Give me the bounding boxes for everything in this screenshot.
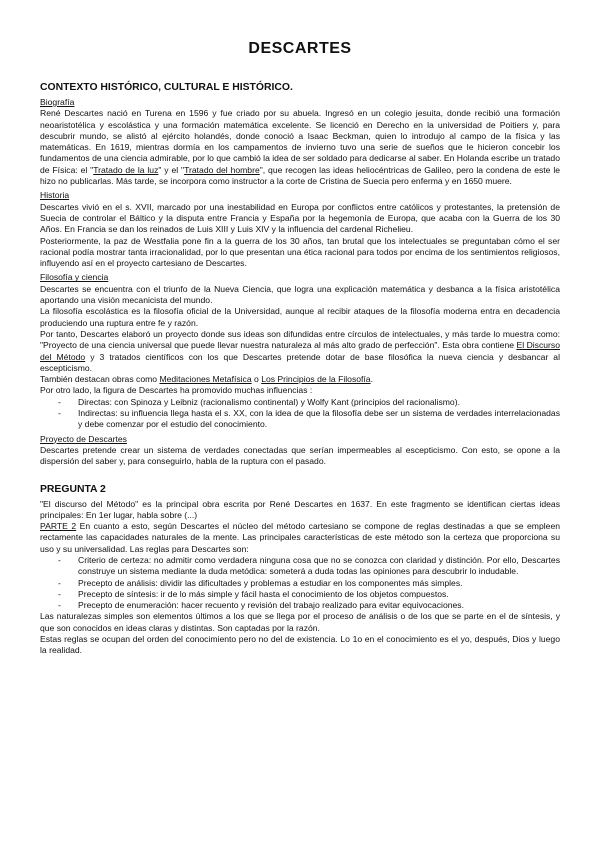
- pregunta2-paragraph-1: "El discurso del Método" es la principal obra escrita por René Descartes en 1637. En este fragmento se identifican ciertas ideas principales: En 1er lugar, habla sobre (...): [40, 498, 560, 520]
- biografia-text-2: " y el ": [158, 164, 185, 175]
- list-item: - Precepto de síntesis: ir de lo más simple y fácil hasta el conocimiento de los objetos compuestos.: [40, 589, 560, 600]
- filosofia-p3-text-a: Por tanto, Descartes elaboró un proyecto donde sus ideas son difundidas entre círculos de intelectuales, y más tarde lo muestra como: "Proyecto de una ciencia universal que puede llevar nuestra naturaleza al más alto grado de perfección". Esta obra contiene: [40, 328, 560, 351]
- pregunta2-paragraph-4: Estas reglas se ocupan del orden del conocimiento pero no del de existencia. Lo 1o en el conocimiento es el yo, después, Dios y luego la realidad.: [40, 634, 560, 656]
- filosofia-p4-text-a: También destacan obras como: [40, 374, 160, 385]
- list-item: - Indirectas: su influencia llega hasta el s. XX, con la idea de que la filosofía debe ser un sistema de verdades interrelacionadas y debe comenzar por el estudio del conocimiento.: [40, 408, 560, 431]
- pregunta2-heading: PREGUNTA 2: [40, 483, 106, 495]
- pregunta2-paragraph-2: [40, 521, 560, 555]
- discurso-metodo-title: El Discurso del Método: [40, 340, 560, 362]
- list-item: - Precepto de enumeración: hacer recuento y revisión del trabajo realizado para evitar equivocaciones.: [40, 600, 560, 611]
- filosofia-paragraph-2: La filosofía escolástica es la filosofía oficial de la Universidad, aunque al recibir ataques de la filosofía moderna entra en decadencia produciendo una ruptura entre fe y razón.: [40, 306, 560, 328]
- filosofia-p4-text-c: .: [370, 374, 373, 385]
- rules-list: [40, 555, 560, 611]
- tratado-luz-title: Tratado de la luz: [93, 164, 159, 175]
- filosofia-p3-text-b: y 3 tratados científicos con los que Descartes pretende dotar de base filosófica la nueva ciencia y desbancar al escepticismo.: [40, 351, 560, 373]
- historia-paragraph-2: Posteriormente, la paz de Westfalia pone fin a la guerra de los 30 años, tan brutal que los intelectuales se preguntaban cómo el ser racional podía mostrar tanta irracionalidad, por lo que presentan una ética racional para todos por encima de los sentimientos religiosos, influyendo así en el proyecto cartesiano de Descartes.: [40, 235, 560, 269]
- filosofia-paragraph-1: Descartes se encuentra con el triunfo de la Nueva Ciencia, que logra una explicación matemática y desbanca a la física aristotélica aportando una visión mecanicista del mundo.: [40, 283, 560, 306]
- parte2-label: PARTE 2: [40, 521, 77, 532]
- filosofia-heading: Filosofía y ciencia: [40, 272, 109, 283]
- document-body: [40, 81, 560, 657]
- proyecto-heading: Proyecto de Descartes: [40, 433, 127, 444]
- biografia-paragraph: [40, 108, 560, 187]
- influences-list: [40, 397, 560, 431]
- biografia-heading: Biografía: [40, 97, 75, 107]
- context-heading: CONTEXTO HISTÓRICO, CULTURAL E HISTÓRICO.: [40, 82, 293, 93]
- list-item: - Precepto de análisis: dividir las dificultades y problemas a estudiar en los componentes más simples.: [40, 578, 560, 589]
- historia-paragraph-1: Descartes vivió en el s. XVII, marcado por una inestabilidad en Europa por conflictos entre católicos y protestantes, la pretensión de Suecia de controlar el Báltico y la disputa entre Francia y España por la hegemonía de Europa, que acaba con la Guerra de los 30 Años. En Francia se dan los reinados de Luis XIII y Luis XIV y la influencia del cardenal Richelieu.: [40, 201, 560, 235]
- biografia-text-3: ", que recogen las ideas heliocéntricas de Galileo, pero la condena de este le hizo no publicarlas. Más tarde, se incorpora como instructor a la corte de Cristina de Suecia pero enferma y en 1650 muere.: [40, 164, 561, 187]
- document-title: DESCARTES: [248, 40, 352, 57]
- list-item: - Criterio de certeza: no admitir como verdadera ninguna cosa que no se conozca con claridad y distinción. Por ello, Descartes construye un sistema mediante la duda metódica: someterá a duda todas las opiniones para descubrir lo indudable.: [40, 555, 560, 578]
- proyecto-paragraph: Descartes pretende crear un sistema de verdades conectadas que serían impermeables al escepticismo. Con esto, se opone a la dispersión del saber y, para conseguirlo, habla de la ruptura con el pasado.: [40, 444, 560, 467]
- pregunta2-p2-text: En cuanto a esto, según Descartes el núcleo del método cartesiano se compone de reglas destinadas a que se empleen rectamente las capacidades naturales de la mente. Las principales características de este método son la certeza que proporciona su uso y su universalidad. Las reglas para Descartes son:: [40, 521, 560, 554]
- tratado-hombre-title: Tratado del hombre: [184, 164, 260, 175]
- biografia-text-1: René Descartes nació en Turena en 1596 y fue criado por su abuela. Ingresó en un colegio jesuita, donde recibió una formación neoaristotélica y escolástica y una formación matemática excelente. Se licenció en Derecho en la universidad de Poitiers y, para descubrir mundo, se alistó al ejército holandés, donde conoció a Isaac Beckman, quien lo introdujo al campo de la física y las matemáticas. En 1619, mientras dormía en los campamentos de invierno tuvo una serie de sueños que le hicieron concebir los fundamentos de una ciencia admirable, por lo que cambió la idea de ser soldado para dedicarse al saber. En Holanda escribe un tratado de Física: el ": [40, 108, 560, 175]
- filosofia-paragraph-3: [40, 329, 560, 374]
- list-item: - Directas: con Spinoza y Leibniz (racionalismo continental) y Wolfy Kant (principios del racionalismo).: [40, 397, 560, 408]
- historia-heading: Historia: [40, 190, 70, 201]
- pregunta2-paragraph-3: Las naturalezas simples son elementos últimos a los que se llega por el proceso de análisis o de los que se parte en el de síntesis, y que son conocidos en ideas claras y distintas. Son captadas por la razón.: [40, 611, 560, 633]
- meditaciones-title: Meditaciones Metafísica: [159, 374, 252, 385]
- principios-title: Los Principios de la Filosofía: [261, 374, 371, 385]
- filosofia-p4-text-b: o: [251, 374, 262, 385]
- filosofia-paragraph-5: Por otro lado, la figura de Descartes ha promovido muchas influencias :: [40, 385, 313, 396]
- filosofia-paragraph-4: [40, 374, 560, 385]
